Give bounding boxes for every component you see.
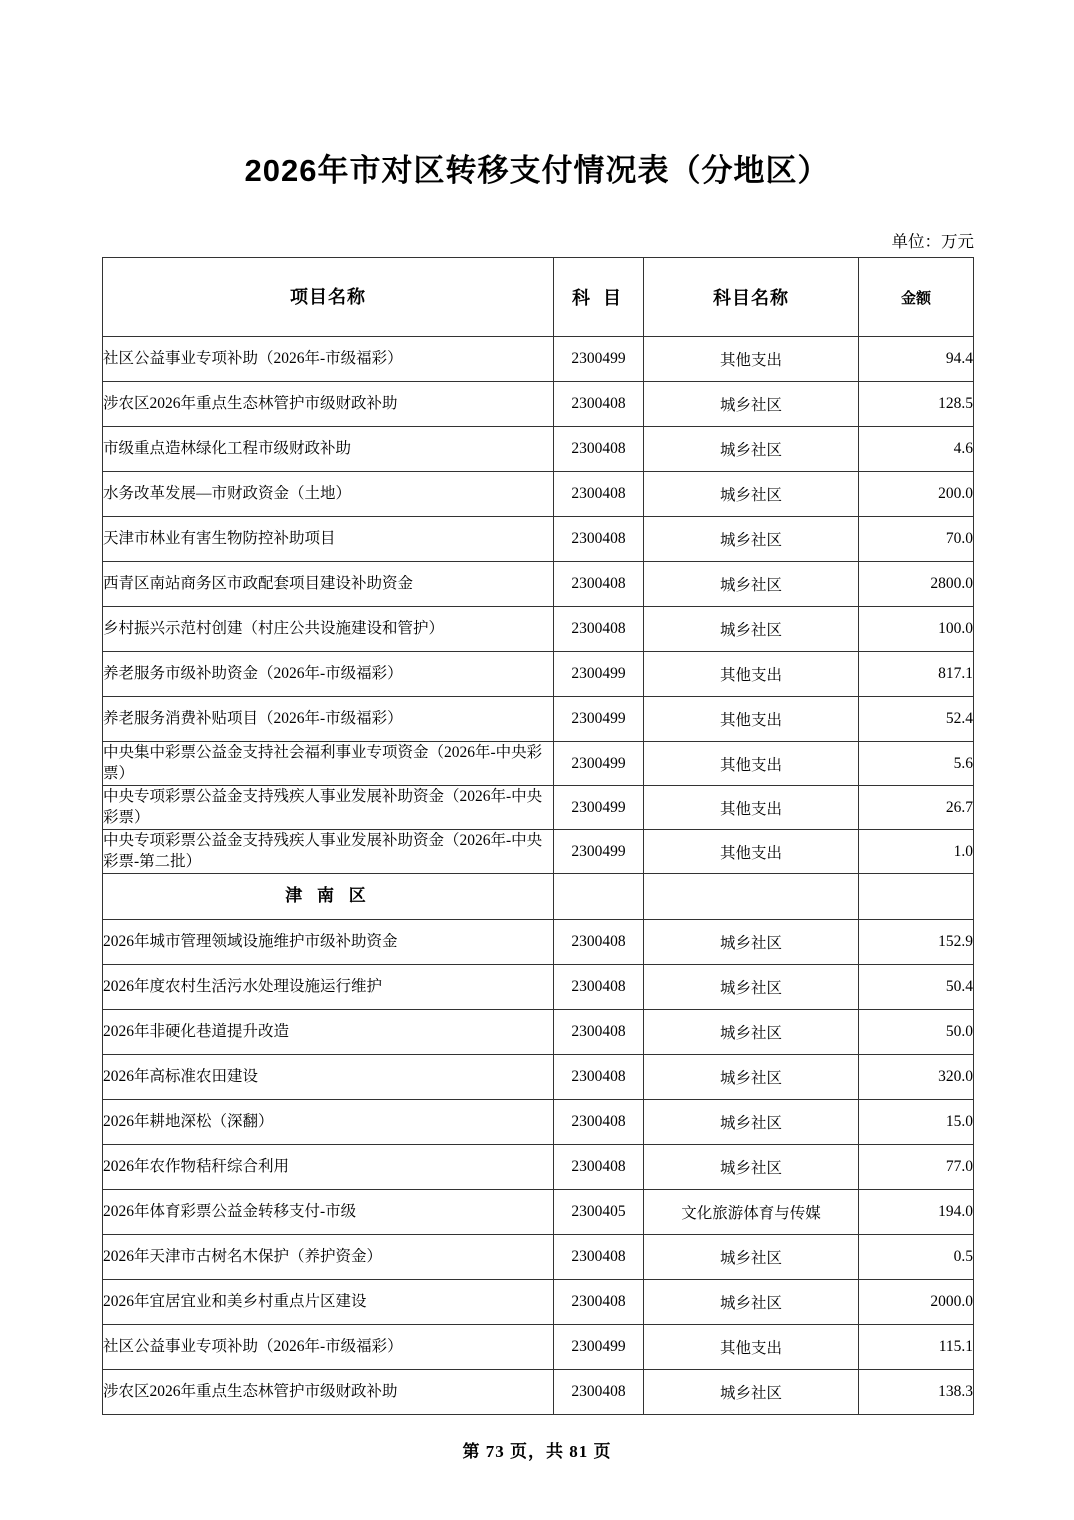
cell-project-name: 津 南 区 (103, 874, 554, 920)
cell-code: 2300405 (554, 1190, 644, 1235)
cell-amount: 0.5 (859, 1235, 974, 1280)
cell-code (554, 874, 644, 920)
cell-amount: 152.9 (859, 920, 974, 965)
cell-subject-name: 其他支出 (644, 830, 859, 874)
table-row (103, 472, 974, 517)
cell-code: 2300408 (554, 1280, 644, 1325)
cell-project-name: 水务改革发展—市财政资金（土地） (103, 472, 554, 517)
cell-amount: 2000.0 (859, 1280, 974, 1325)
table-row (103, 1010, 974, 1055)
cell-subject-name: 城乡社区 (644, 965, 859, 1010)
column-header-subject-name: 科目名称 (644, 258, 859, 337)
cell-amount: 94.4 (859, 337, 974, 382)
table-row (103, 697, 974, 742)
cell-project-name: 乡村振兴示范村创建（村庄公共设施建设和管护） (103, 607, 554, 652)
cell-code: 2300499 (554, 337, 644, 382)
cell-project-name: 2026年城市管理领域设施维护市级补助资金 (103, 920, 554, 965)
cell-amount: 194.0 (859, 1190, 974, 1235)
cell-project-name: 中央专项彩票公益金支持残疾人事业发展补助资金（2026年-中央彩票） (103, 786, 554, 830)
cell-subject-name: 其他支出 (644, 1325, 859, 1370)
cell-subject-name: 城乡社区 (644, 382, 859, 427)
cell-amount: 70.0 (859, 517, 974, 562)
cell-amount (859, 874, 974, 920)
cell-subject-name: 其他支出 (644, 697, 859, 742)
cell-amount: 128.5 (859, 382, 974, 427)
cell-project-name: 市级重点造林绿化工程市级财政补助 (103, 427, 554, 472)
cell-subject-name: 城乡社区 (644, 562, 859, 607)
table-row (103, 1370, 974, 1415)
cell-project-name: 天津市林业有害生物防控补助项目 (103, 517, 554, 562)
cell-code: 2300499 (554, 786, 644, 830)
cell-project-name: 社区公益事业专项补助（2026年-市级福彩） (103, 1325, 554, 1370)
table-row (103, 786, 974, 830)
page-footer: 第 73 页，共 81 页 (462, 1442, 612, 1461)
cell-subject-name: 城乡社区 (644, 1370, 859, 1415)
cell-amount: 100.0 (859, 607, 974, 652)
cell-subject-name: 城乡社区 (644, 607, 859, 652)
table-row (103, 742, 974, 786)
cell-amount: 52.4 (859, 697, 974, 742)
cell-project-name: 2026年天津市古树名木保护（养护资金） (103, 1235, 554, 1280)
cell-project-name: 2026年耕地深松（深翻） (103, 1100, 554, 1145)
cell-project-name: 涉农区2026年重点生态林管护市级财政补助 (103, 382, 554, 427)
cell-code: 2300408 (554, 1100, 644, 1145)
table-row (103, 427, 974, 472)
cell-code: 2300408 (554, 562, 644, 607)
table-row (103, 1235, 974, 1280)
cell-amount: 77.0 (859, 1145, 974, 1190)
cell-subject-name: 城乡社区 (644, 1235, 859, 1280)
cell-subject-name: 其他支出 (644, 337, 859, 382)
cell-subject-name: 城乡社区 (644, 427, 859, 472)
cell-project-name: 2026年体育彩票公益金转移支付-市级 (103, 1190, 554, 1235)
cell-project-name: 中央集中彩票公益金支持社会福利事业专项资金（2026年-中央彩票） (103, 742, 554, 786)
cell-subject-name: 城乡社区 (644, 920, 859, 965)
table-row (103, 607, 974, 652)
unit-note: 单位：万元 (891, 232, 974, 251)
cell-code: 2300408 (554, 427, 644, 472)
cell-subject-name: 城乡社区 (644, 1055, 859, 1100)
cell-project-name: 社区公益事业专项补助（2026年-市级福彩） (103, 337, 554, 382)
page-title: 2026年市对区转移支付情况表（分地区） (244, 153, 830, 188)
cell-code: 2300408 (554, 1010, 644, 1055)
table-row (103, 920, 974, 965)
table-row (103, 1145, 974, 1190)
table-row (103, 562, 974, 607)
cell-amount: 2800.0 (859, 562, 974, 607)
cell-amount: 15.0 (859, 1100, 974, 1145)
cell-project-name: 2026年度农村生活污水处理设施运行维护 (103, 965, 554, 1010)
cell-amount: 115.1 (859, 1325, 974, 1370)
cell-amount: 5.6 (859, 742, 974, 786)
transfer-payment-table (102, 257, 974, 1415)
cell-amount: 320.0 (859, 1055, 974, 1100)
cell-project-name: 西青区南站商务区市政配套项目建设补助资金 (103, 562, 554, 607)
table-row (103, 965, 974, 1010)
column-header-amount: 金额 (859, 258, 974, 337)
cell-project-name: 中央专项彩票公益金支持残疾人事业发展补助资金（2026年-中央彩票-第二批） (103, 830, 554, 874)
cell-subject-name: 其他支出 (644, 652, 859, 697)
column-header-code: 科 目 (554, 258, 644, 337)
table-row (103, 337, 974, 382)
cell-code: 2300408 (554, 517, 644, 562)
table-row (103, 1100, 974, 1145)
table-row (103, 1280, 974, 1325)
cell-amount: 50.0 (859, 1010, 974, 1055)
cell-project-name: 养老服务市级补助资金（2026年-市级福彩） (103, 652, 554, 697)
cell-project-name: 2026年高标准农田建设 (103, 1055, 554, 1100)
cell-code: 2300408 (554, 607, 644, 652)
table-section-row (103, 874, 974, 920)
column-header-project-name: 项目名称 (103, 258, 554, 337)
cell-subject-name: 城乡社区 (644, 517, 859, 562)
cell-subject-name: 城乡社区 (644, 472, 859, 517)
cell-code: 2300408 (554, 1370, 644, 1415)
table-row (103, 1190, 974, 1235)
cell-project-name: 养老服务消费补贴项目（2026年-市级福彩） (103, 697, 554, 742)
cell-code: 2300499 (554, 742, 644, 786)
transfer-payment-table-wrap (102, 257, 973, 1415)
cell-code: 2300408 (554, 1145, 644, 1190)
cell-subject-name: 城乡社区 (644, 1145, 859, 1190)
cell-subject-name: 城乡社区 (644, 1280, 859, 1325)
cell-amount: 4.6 (859, 427, 974, 472)
cell-amount: 50.4 (859, 965, 974, 1010)
cell-subject-name: 城乡社区 (644, 1010, 859, 1055)
cell-project-name: 2026年宜居宜业和美乡村重点片区建设 (103, 1280, 554, 1325)
table-row (103, 830, 974, 874)
table-row (103, 652, 974, 697)
table-row (103, 517, 974, 562)
cell-amount: 817.1 (859, 652, 974, 697)
cell-subject-name: 其他支出 (644, 786, 859, 830)
cell-subject-name: 城乡社区 (644, 1100, 859, 1145)
cell-amount: 1.0 (859, 830, 974, 874)
cell-project-name: 涉农区2026年重点生态林管护市级财政补助 (103, 1370, 554, 1415)
cell-code: 2300408 (554, 472, 644, 517)
cell-code: 2300408 (554, 1235, 644, 1280)
cell-code: 2300408 (554, 382, 644, 427)
cell-code: 2300499 (554, 697, 644, 742)
cell-project-name: 2026年非硬化巷道提升改造 (103, 1010, 554, 1055)
cell-subject-name: 其他支出 (644, 742, 859, 786)
table-header-row (103, 258, 974, 337)
table-row (103, 1055, 974, 1100)
cell-amount: 138.3 (859, 1370, 974, 1415)
cell-code: 2300499 (554, 1325, 644, 1370)
cell-code: 2300499 (554, 652, 644, 697)
table-row (103, 1325, 974, 1370)
table-body (103, 258, 974, 1415)
cell-code: 2300408 (554, 965, 644, 1010)
cell-code: 2300408 (554, 920, 644, 965)
cell-subject-name: 文化旅游体育与传媒 (644, 1190, 859, 1235)
cell-project-name: 2026年农作物秸秆综合利用 (103, 1145, 554, 1190)
cell-code: 2300499 (554, 830, 644, 874)
cell-subject-name (644, 874, 859, 920)
cell-amount: 26.7 (859, 786, 974, 830)
cell-amount: 200.0 (859, 472, 974, 517)
table-row (103, 382, 974, 427)
cell-code: 2300408 (554, 1055, 644, 1100)
